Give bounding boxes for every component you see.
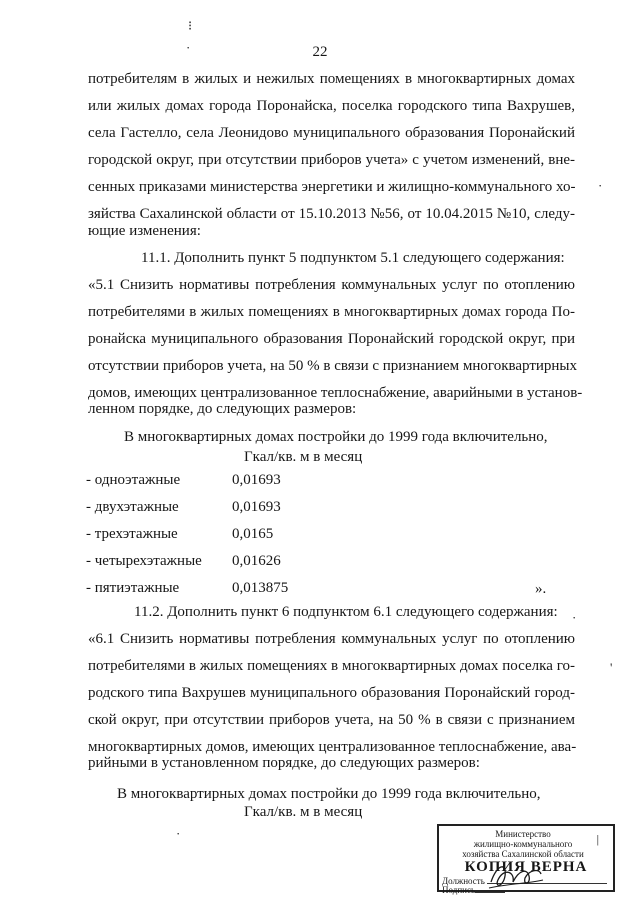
- section-11-1-line: домов, имеющих централизованное теплоснабжение, аварийными в установ-: [88, 385, 583, 401]
- section-11-1-heading: 11.1. Дополнить пункт 5 подпунктом 5.1 следующего содержания:: [141, 250, 565, 266]
- stamp-position-label: Должность: [442, 876, 485, 886]
- table-row: [86, 578, 506, 598]
- scan-speck: ·: [598, 178, 603, 193]
- intro-line: потребителям в жилых и нежилых помещениях в многоквартирных домах: [88, 71, 575, 87]
- floor-label: - двухэтажные: [86, 499, 179, 515]
- table-row: [86, 470, 506, 490]
- stamp-line: Министерство: [495, 829, 551, 839]
- section-11-2-line: родского типа Вахрушев муниципального образования Поронайский город-: [88, 685, 575, 701]
- table-unit: Гкал/кв. м в месяц: [244, 449, 363, 465]
- handwritten-signature: [485, 858, 545, 894]
- stamp-line: жилищно-коммунального: [473, 839, 573, 849]
- section-11-2-line: «6.1 Снизить нормативы потребления коммунальных услуг по отоплению: [88, 631, 575, 647]
- intro-line: ющие изменения:: [88, 223, 201, 239]
- floor-label: - четырехэтажные: [86, 553, 202, 569]
- section-11-1-line: отсутствии приборов учета, на 50 % в связи с признанием многоквартирных: [88, 358, 578, 374]
- section-11-2-line: многоквартирных домов, имеющих централизованное теплоснабжение, ава-: [88, 739, 577, 755]
- section-11-2-line: ской округ, при отсутствии приборов учета, на 50 % в связи с признанием: [88, 712, 575, 728]
- scan-speck: ·: [186, 40, 191, 55]
- stamp-line: хозяйства Сахалинской области: [462, 849, 584, 859]
- floor-label: - трехэтажные: [86, 526, 178, 542]
- table-caption: В многоквартирных домах постройки до 1999 года включительно,: [117, 786, 541, 802]
- floor-label: - одноэтажные: [86, 472, 181, 488]
- norm-value: 0,013875: [232, 580, 289, 596]
- table-unit: Гкал/кв. м в месяц: [244, 804, 363, 820]
- scan-speck: ⁝: [188, 18, 193, 33]
- floor-label: - пятиэтажные: [86, 580, 180, 596]
- table-row: [86, 524, 506, 544]
- section-11-2-heading: 11.2. Дополнить пункт 6 подпунктом 6.1 следующего содержания:: [134, 604, 558, 620]
- section-11-1-line: потребителями в жилых помещениях в многоквартирных домах города По-: [88, 304, 575, 320]
- intro-line: села Гастелло, села Леонидово муниципального образования Поронайский: [88, 125, 575, 141]
- intro-line: зяйства Сахалинской области от 15.10.2013 №56, от 10.04.2015 №10, следу-: [88, 206, 575, 222]
- scan-speck: ': [610, 660, 613, 675]
- norm-value: 0,01693: [232, 472, 281, 488]
- stamp-signature-label: Подпись: [442, 885, 476, 895]
- stamp-mark: |: [596, 832, 599, 846]
- section-11-2-line: рийными в установленном порядке, до следующих размеров:: [88, 755, 480, 771]
- table-caption: В многоквартирных домах постройки до 1999 года включительно,: [124, 429, 548, 445]
- norm-value: 0,01626: [232, 553, 281, 569]
- closing-quote: ».: [535, 581, 547, 597]
- section-11-2-line: потребителями в жилых помещениях в многоквартирных домах поселка го-: [88, 658, 575, 674]
- section-11-1-line: «5.1 Снизить нормативы потребления коммунальных услуг по отоплению: [88, 277, 575, 293]
- intro-line: городской округ, при отсутствии приборов учета» с учетом изменений, вне-: [88, 152, 575, 168]
- intro-line: сенных приказами министерства энергетики и жилищно-коммунального хо-: [88, 179, 576, 195]
- norm-value: 0,0165: [232, 526, 274, 542]
- section-11-1-line: ронайска муниципального образования Поронайский городской округ, при: [88, 331, 575, 347]
- norm-value: 0,01693: [232, 499, 281, 515]
- scan-speck: ·: [572, 610, 577, 625]
- table-row: [86, 551, 506, 571]
- section-11-1-line: ленном порядке, до следующих размеров:: [88, 401, 357, 417]
- page-number: 22: [312, 44, 328, 60]
- table-row: [86, 497, 506, 517]
- stamp-title: КОПИЯ ВЕРНА: [464, 859, 588, 875]
- scan-speck: ·: [176, 826, 181, 841]
- intro-line: или жилых домах города Поронайска, поселка городского типа Вахрушев,: [88, 98, 575, 114]
